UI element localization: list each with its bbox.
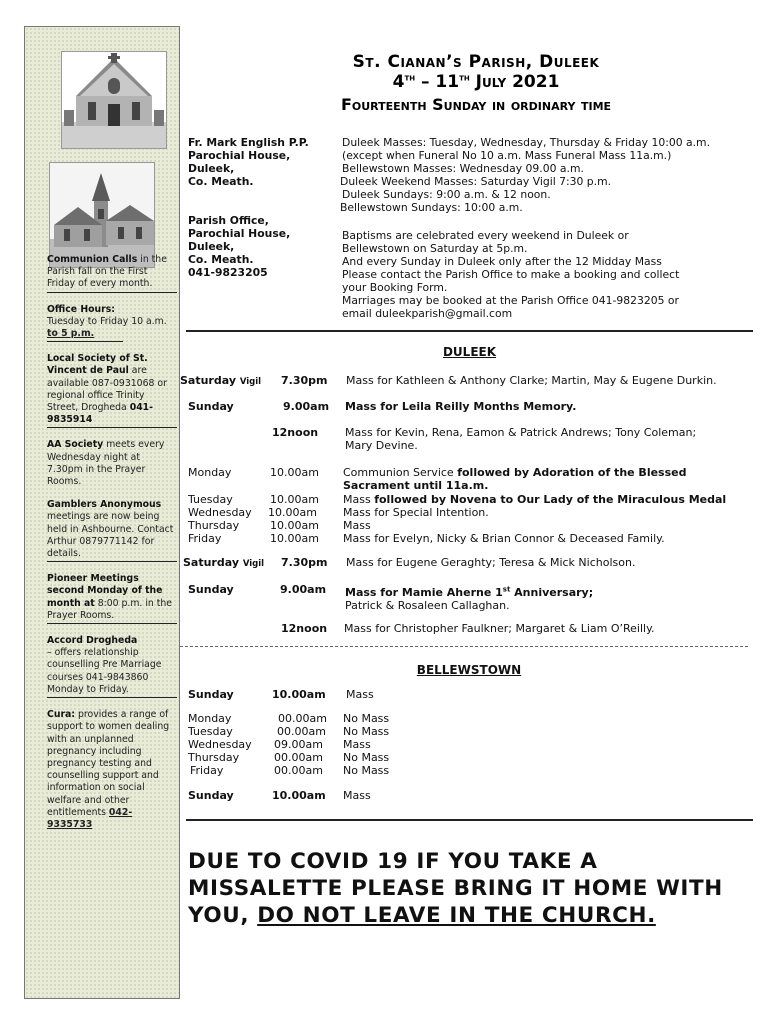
- date-range-title: [186, 72, 766, 92]
- svp-notice: [47, 353, 177, 428]
- schedule-time: 12noon: [272, 426, 319, 439]
- schedule-time: 10.00am: [272, 789, 326, 802]
- pioneer-title: Pioneer Meetings second Monday of the month at: [47, 573, 163, 609]
- covid-notice-emphasis: DO NOT LEAVE IN THE CHURCH.: [257, 903, 656, 928]
- schedule-time: 9.00am: [280, 583, 327, 596]
- mass-times-line: Bellewstown Sundays: 10:00 a.m.: [340, 201, 523, 214]
- schedule-description: Mass for Kevin, Rena, Eamon & Patrick Andrews; Tony Coleman; Mary Devine.: [345, 426, 697, 452]
- ga-title: Gamblers Anonymous: [47, 499, 162, 511]
- priest-contact: [188, 136, 309, 188]
- divider: [180, 646, 748, 647]
- schedule-day: Sunday: [188, 688, 234, 701]
- sidebar: [24, 26, 180, 999]
- schedule-day: Thursday: [188, 751, 240, 764]
- schedule-time: 00.00am: [274, 764, 323, 777]
- schedule-time: 7.30pm: [281, 374, 328, 387]
- vigil-label: Vigil: [239, 377, 262, 387]
- schedule-description: Mass for Eugene Geraghty; Teresa & Mick Nicholson.: [346, 556, 636, 569]
- schedule-day: Saturday Vigil: [180, 374, 262, 387]
- divider: [186, 330, 753, 332]
- mass-times-line: Duleek Masses: Tuesday, Wednesday, Thursday & Friday 10:00 a.m.: [342, 136, 710, 149]
- mass-times-line: Duleek Weekend Masses: Saturday Vigil 7:30 p.m.: [340, 175, 612, 188]
- sidebar-notices: [47, 254, 177, 842]
- schedule-description: Mass for Christopher Faulkner; Margaret & Liam O’Reilly.: [344, 622, 655, 635]
- church-photo-bellewstown: [49, 162, 155, 268]
- communion-calls-notice: [47, 254, 177, 293]
- schedule-day: Sunday: [188, 400, 234, 413]
- schedule-day: Friday: [190, 764, 224, 777]
- schedule-time: 10.00am: [272, 688, 326, 701]
- cura-text: provides a range of support to women dealing with an unplanned pregnancy including pregnancy testing and counselling support and information on social welfare and other entitlements: [47, 709, 170, 818]
- schedule-day: Monday: [188, 712, 232, 725]
- liturgical-sunday-title: [186, 95, 766, 114]
- schedule-description: Mass for Leila Reilly Months Memory.: [345, 400, 577, 413]
- priest-address-1: Parochial House,: [188, 149, 291, 162]
- svp-text: are available 087-0931068 or regional office Trinity Street, Drogheda: [47, 365, 167, 414]
- schedule-day: Tuesday: [188, 493, 233, 506]
- schedule-day: Wednesday: [188, 506, 252, 519]
- date-end-suffix: th: [459, 72, 470, 84]
- date-start-suffix: th: [404, 72, 416, 84]
- svp-title: Local Society of St. Vincent de Paul: [47, 353, 148, 377]
- parish-office-contact: [188, 214, 290, 279]
- cura-notice: [47, 709, 177, 831]
- vigil-label: Vigil: [242, 559, 265, 569]
- mass-times: [342, 136, 710, 214]
- communion-calls-text: in the Parish fall on the First Friday of every month.: [47, 254, 167, 290]
- office-hours-text: Tuesday to Friday 10 a.m.: [47, 315, 167, 327]
- divider: [47, 623, 177, 624]
- office-address-4: Co. Meath.: [188, 253, 254, 266]
- schedule-description: No Mass: [343, 712, 390, 725]
- divider: [47, 341, 123, 342]
- pioneer-notice: [47, 573, 177, 624]
- schedule-description: Mass: [343, 738, 371, 751]
- office-phone: 041-9823205: [188, 266, 268, 279]
- office-hours-notice: [47, 304, 177, 343]
- sacraments-info: [342, 229, 679, 320]
- date-start: 4: [392, 72, 405, 92]
- mass-times-line: Duleek Sundays: 9:00 a.m. & 12 noon.: [342, 188, 551, 201]
- mass-times-line: Bellewstown Masses: Wednesday 09.00 a.m.: [342, 162, 584, 175]
- divider: [47, 697, 177, 698]
- schedule-time: 10.00am: [270, 519, 319, 532]
- schedule-time: 10.00am: [270, 493, 319, 506]
- bellewstown-heading: BELLEWSTOWN: [416, 663, 522, 677]
- schedule-time: 10.00am: [268, 506, 317, 519]
- aa-notice: [47, 439, 177, 488]
- ga-text: meetings are now being held in Ashbourne. Contact Arthur 0879771142 for details.: [47, 511, 174, 560]
- parish-name-text: St. Cianan’s Parish, Duleek: [352, 52, 600, 72]
- priest-address-3: Co. Meath.: [188, 175, 254, 188]
- schedule-day: Wednesday: [188, 738, 252, 751]
- aa-title: AA Society: [47, 439, 104, 451]
- schedule-day: Monday: [188, 466, 232, 479]
- divider: [47, 292, 177, 293]
- priest-address-2: Duleek,: [188, 162, 235, 175]
- schedule-description: No Mass: [343, 725, 390, 738]
- accord-notice: [47, 635, 177, 698]
- office-address-2: Parochial House,: [188, 227, 291, 240]
- pioneer-text: 8:00 p.m. in the Prayer Rooms.: [47, 597, 173, 621]
- svp-phone: 041-9835914: [47, 402, 153, 426]
- duleek-heading: DULEEK: [442, 345, 497, 359]
- schedule-time: 9.00am: [283, 400, 330, 413]
- schedule-description: Mass for Kathleen & Anthony Clarke; Martin, May & Eugene Durkin.: [346, 374, 717, 387]
- parish-name-title: [186, 52, 766, 72]
- covid-notice: [188, 848, 758, 929]
- aa-text: meets every Wednesday night at 7.30pm in the Prayer Rooms.: [47, 439, 165, 488]
- schedule-description: Mass for Mamie Aherne 1st Anniversary; Patrick & Rosaleen Callaghan.: [345, 585, 594, 612]
- cura-title: Cura:: [47, 709, 76, 721]
- schedule-description: No Mass: [343, 764, 390, 777]
- divider: [47, 427, 177, 428]
- sacraments-line: Baptisms are celebrated every weekend in Duleek or: [342, 229, 629, 242]
- accord-title: Accord Drogheda: [47, 635, 138, 647]
- gamblers-anonymous-notice: [47, 499, 177, 562]
- office-hours-title: Office Hours:: [47, 303, 115, 315]
- schedule-time: 10.00am: [270, 532, 319, 545]
- office-address-1: Parish Office,: [188, 214, 269, 227]
- covid-notice-text: DUE TO COVID 19 IF YOU TAKE A MISSALETTE PLEASE BRING IT HOME WITH YOU,: [188, 849, 723, 928]
- date-end: – 11: [415, 72, 460, 92]
- mass-times-line: (except when Funeral No 10 a.m. Mass Funeral Mass 11a.m.): [342, 149, 672, 162]
- sacraments-line: your Booking Form.: [342, 281, 448, 294]
- schedule-description: No Mass: [343, 751, 390, 764]
- liturgical-sunday-text: Fourteenth Sunday in ordinary time: [340, 95, 612, 114]
- sacraments-line: email duleekparish@gmail.com: [342, 307, 513, 320]
- schedule-description: Mass for Special Intention.: [343, 506, 489, 519]
- schedule-description: Mass: [343, 519, 371, 532]
- office-hours-close: to 5 p.m.: [47, 328, 95, 340]
- cura-phone: 042-9335733: [47, 806, 133, 830]
- divider: [186, 819, 753, 821]
- schedule-time: 00.00am: [274, 751, 323, 764]
- sacraments-line: And every Sunday in Duleek only after the 12 Midday Mass: [342, 255, 662, 268]
- schedule-description: Mass for Evelyn, Nicky & Brian Connor & Deceased Family.: [343, 532, 665, 545]
- schedule-day: Tuesday: [188, 725, 233, 738]
- communion-calls-title: Communion Calls: [47, 254, 138, 265]
- office-address-3: Duleek,: [188, 240, 235, 253]
- divider: [47, 561, 177, 562]
- priest-name: Fr. Mark English P.P.: [188, 136, 309, 149]
- sacraments-line: Marriages may be booked at the Parish Office 041-9823205 or: [342, 294, 679, 307]
- schedule-day: Sunday: [188, 583, 234, 596]
- schedule-day: Thursday: [188, 519, 240, 532]
- schedule-description: Mass: [343, 789, 371, 802]
- schedule-time: 00.00am: [278, 712, 327, 725]
- schedule-time: 10.00am: [270, 466, 319, 479]
- sacraments-line: Bellewstown on Saturday at 5p.m.: [342, 242, 528, 255]
- schedule-description: Mass: [346, 688, 374, 701]
- schedule-time: 00.00am: [277, 725, 326, 738]
- schedule-day: Friday: [188, 532, 222, 545]
- date-month-year: July 2021: [469, 72, 560, 92]
- schedule-day: Sunday: [188, 789, 234, 802]
- sacraments-line: Please contact the Parish Office to make a booking and collect: [342, 268, 680, 281]
- accord-text: – offers relationship counselling Pre Marriage courses 041-9843860 Monday to Friday.: [47, 647, 162, 695]
- schedule-day: Saturday Vigil: [183, 556, 265, 569]
- schedule-time: 7.30pm: [281, 556, 328, 569]
- church-photo-duleek: [61, 51, 167, 149]
- schedule-description: Mass followed by Novena to Our Lady of the Miraculous Medal: [343, 493, 727, 506]
- schedule-time: 12noon: [281, 622, 328, 635]
- schedule-description: Communion Service followed by Adoration of the Blessed Sacrament until 11a.m.: [343, 466, 687, 492]
- schedule-time: 09.00am: [274, 738, 323, 751]
